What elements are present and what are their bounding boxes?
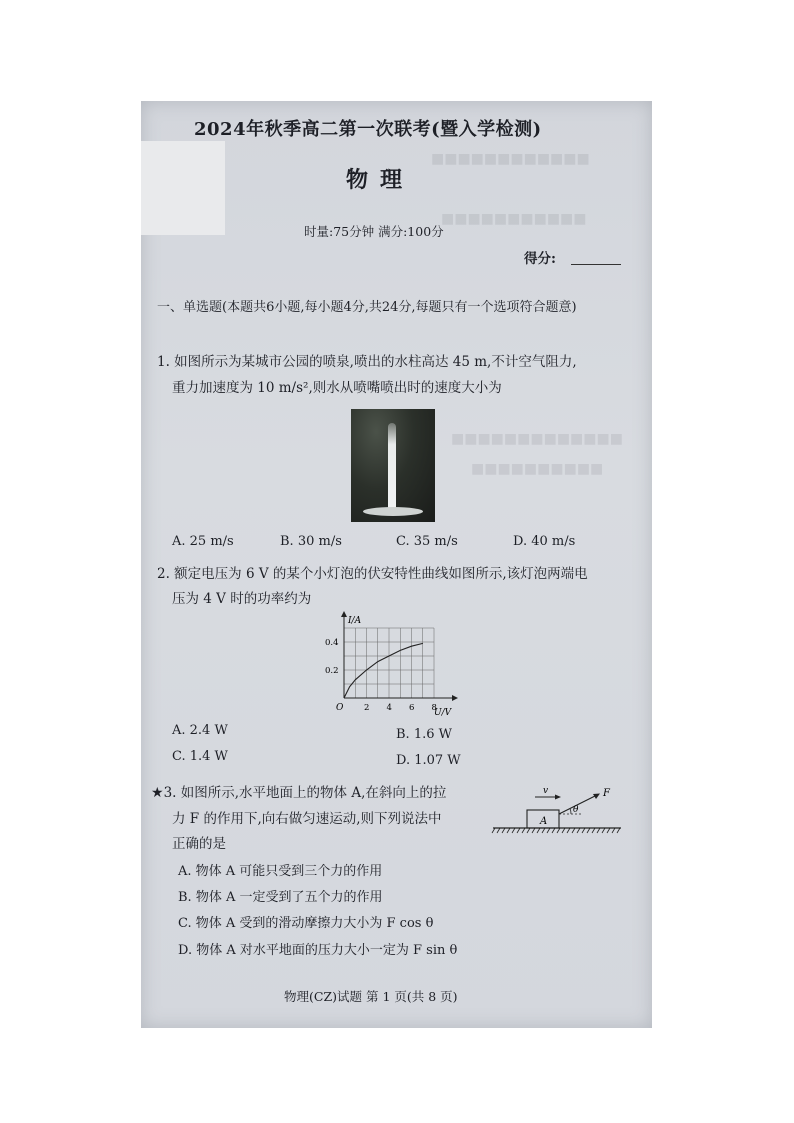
x-axis-label: U/V [434, 708, 452, 717]
q2-stem-line1: 2. 额定电压为 6 V 的某个小灯泡的伏安特性曲线如图所示,该灯泡两端电 [157, 566, 588, 582]
score-blank[interactable] [571, 264, 621, 265]
q3-option-d: D. 物体 A 对水平地面的压力大小一定为 F sin θ [178, 943, 458, 958]
q2-option-d: D. 1.07 W [396, 753, 461, 768]
q1-stem-line2: 重力加速度为 10 m/s²,则水从喷嘴喷出时的速度大小为 [172, 380, 502, 396]
exam-page [141, 101, 652, 1028]
score-label: 得分: [524, 251, 556, 267]
ground-hatching [492, 828, 620, 833]
q2-option-a: A. 2.4 W [172, 723, 228, 738]
q3-stem-line3: 正确的是 [172, 836, 226, 852]
x-tick-label: 8 [431, 703, 437, 713]
y-tick-label: 0.2 [325, 666, 339, 676]
exam-title: 2024年秋季高二第一次联考(暨入学检测) [194, 119, 542, 140]
bleed-through-text: ■■■■■■■■■■■■■ [451, 431, 623, 447]
redaction-box [141, 141, 225, 235]
q1-option-b: B. 30 m/s [280, 534, 342, 549]
section-heading: 一、单选题(本题共6小题,每小题4分,共24分,每题只有一个选项符合题意) [157, 300, 577, 315]
bleed-through-text: ■■■■■■■■■■ [471, 461, 604, 477]
y-axis-arrow [341, 611, 347, 617]
q3-option-a: A. 物体 A 可能只受到三个力的作用 [178, 864, 383, 879]
x-tick-label: 4 [386, 703, 392, 713]
q1-option-a: A. 25 m/s [172, 534, 234, 549]
angle-label: θ [573, 805, 579, 815]
bleed-through-text: ■■■■■■■■■■■ [441, 211, 587, 227]
q3-option-b: B. 物体 A 一定受到了五个力的作用 [178, 890, 383, 905]
force-diagram [491, 784, 623, 836]
q3-stem-line2: 力 F 的作用下,向右做匀速运动,则下列说法中 [172, 811, 442, 827]
x-axis-arrow [452, 695, 458, 701]
y-tick-label: 0.4 [325, 638, 339, 648]
chart-grid [344, 628, 434, 698]
velocity-arrowhead [555, 795, 561, 800]
q2-option-c: C. 1.4 W [172, 749, 228, 764]
x-tick-label: 6 [409, 703, 415, 713]
fountain-photo [351, 409, 435, 522]
page-footer: 物理(CZ)试题 第 1 页(共 8 页) [284, 989, 458, 1004]
q3-stem-line1: ★3. 如图所示,水平地面上的物体 A,在斜向上的拉 [151, 785, 447, 801]
angle-arc [570, 809, 571, 815]
star-icon: ★ [151, 785, 164, 801]
q1-stem-line1: 1. 如图所示为某城市公园的喷泉,喷出的水柱高达 45 m,不计空气阻力, [157, 354, 577, 370]
time-info: 时量:75分钟 满分:100分 [304, 224, 444, 239]
q1-option-c: C. 35 m/s [396, 534, 458, 549]
origin-label: O [336, 703, 344, 713]
q2-option-b: B. 1.6 W [396, 727, 452, 742]
q3-option-c: C. 物体 A 受到的滑动摩擦力大小为 F cos θ [178, 916, 434, 931]
q2-stem-line2: 压为 4 V 时的功率约为 [172, 591, 312, 607]
y-axis-label: I/A [348, 616, 362, 626]
x-tick-label: 2 [364, 703, 370, 713]
block-a-label: A [540, 816, 548, 827]
subject-title: 物理 [346, 167, 415, 193]
velocity-label: v [543, 786, 549, 796]
force-label: F [603, 788, 610, 799]
series-line [344, 643, 423, 698]
bleed-through-text: ■■■■■■■■■■■■ [431, 151, 590, 167]
q1-option-d: D. 40 m/s [513, 534, 576, 549]
iv-curve-chart [324, 609, 464, 717]
